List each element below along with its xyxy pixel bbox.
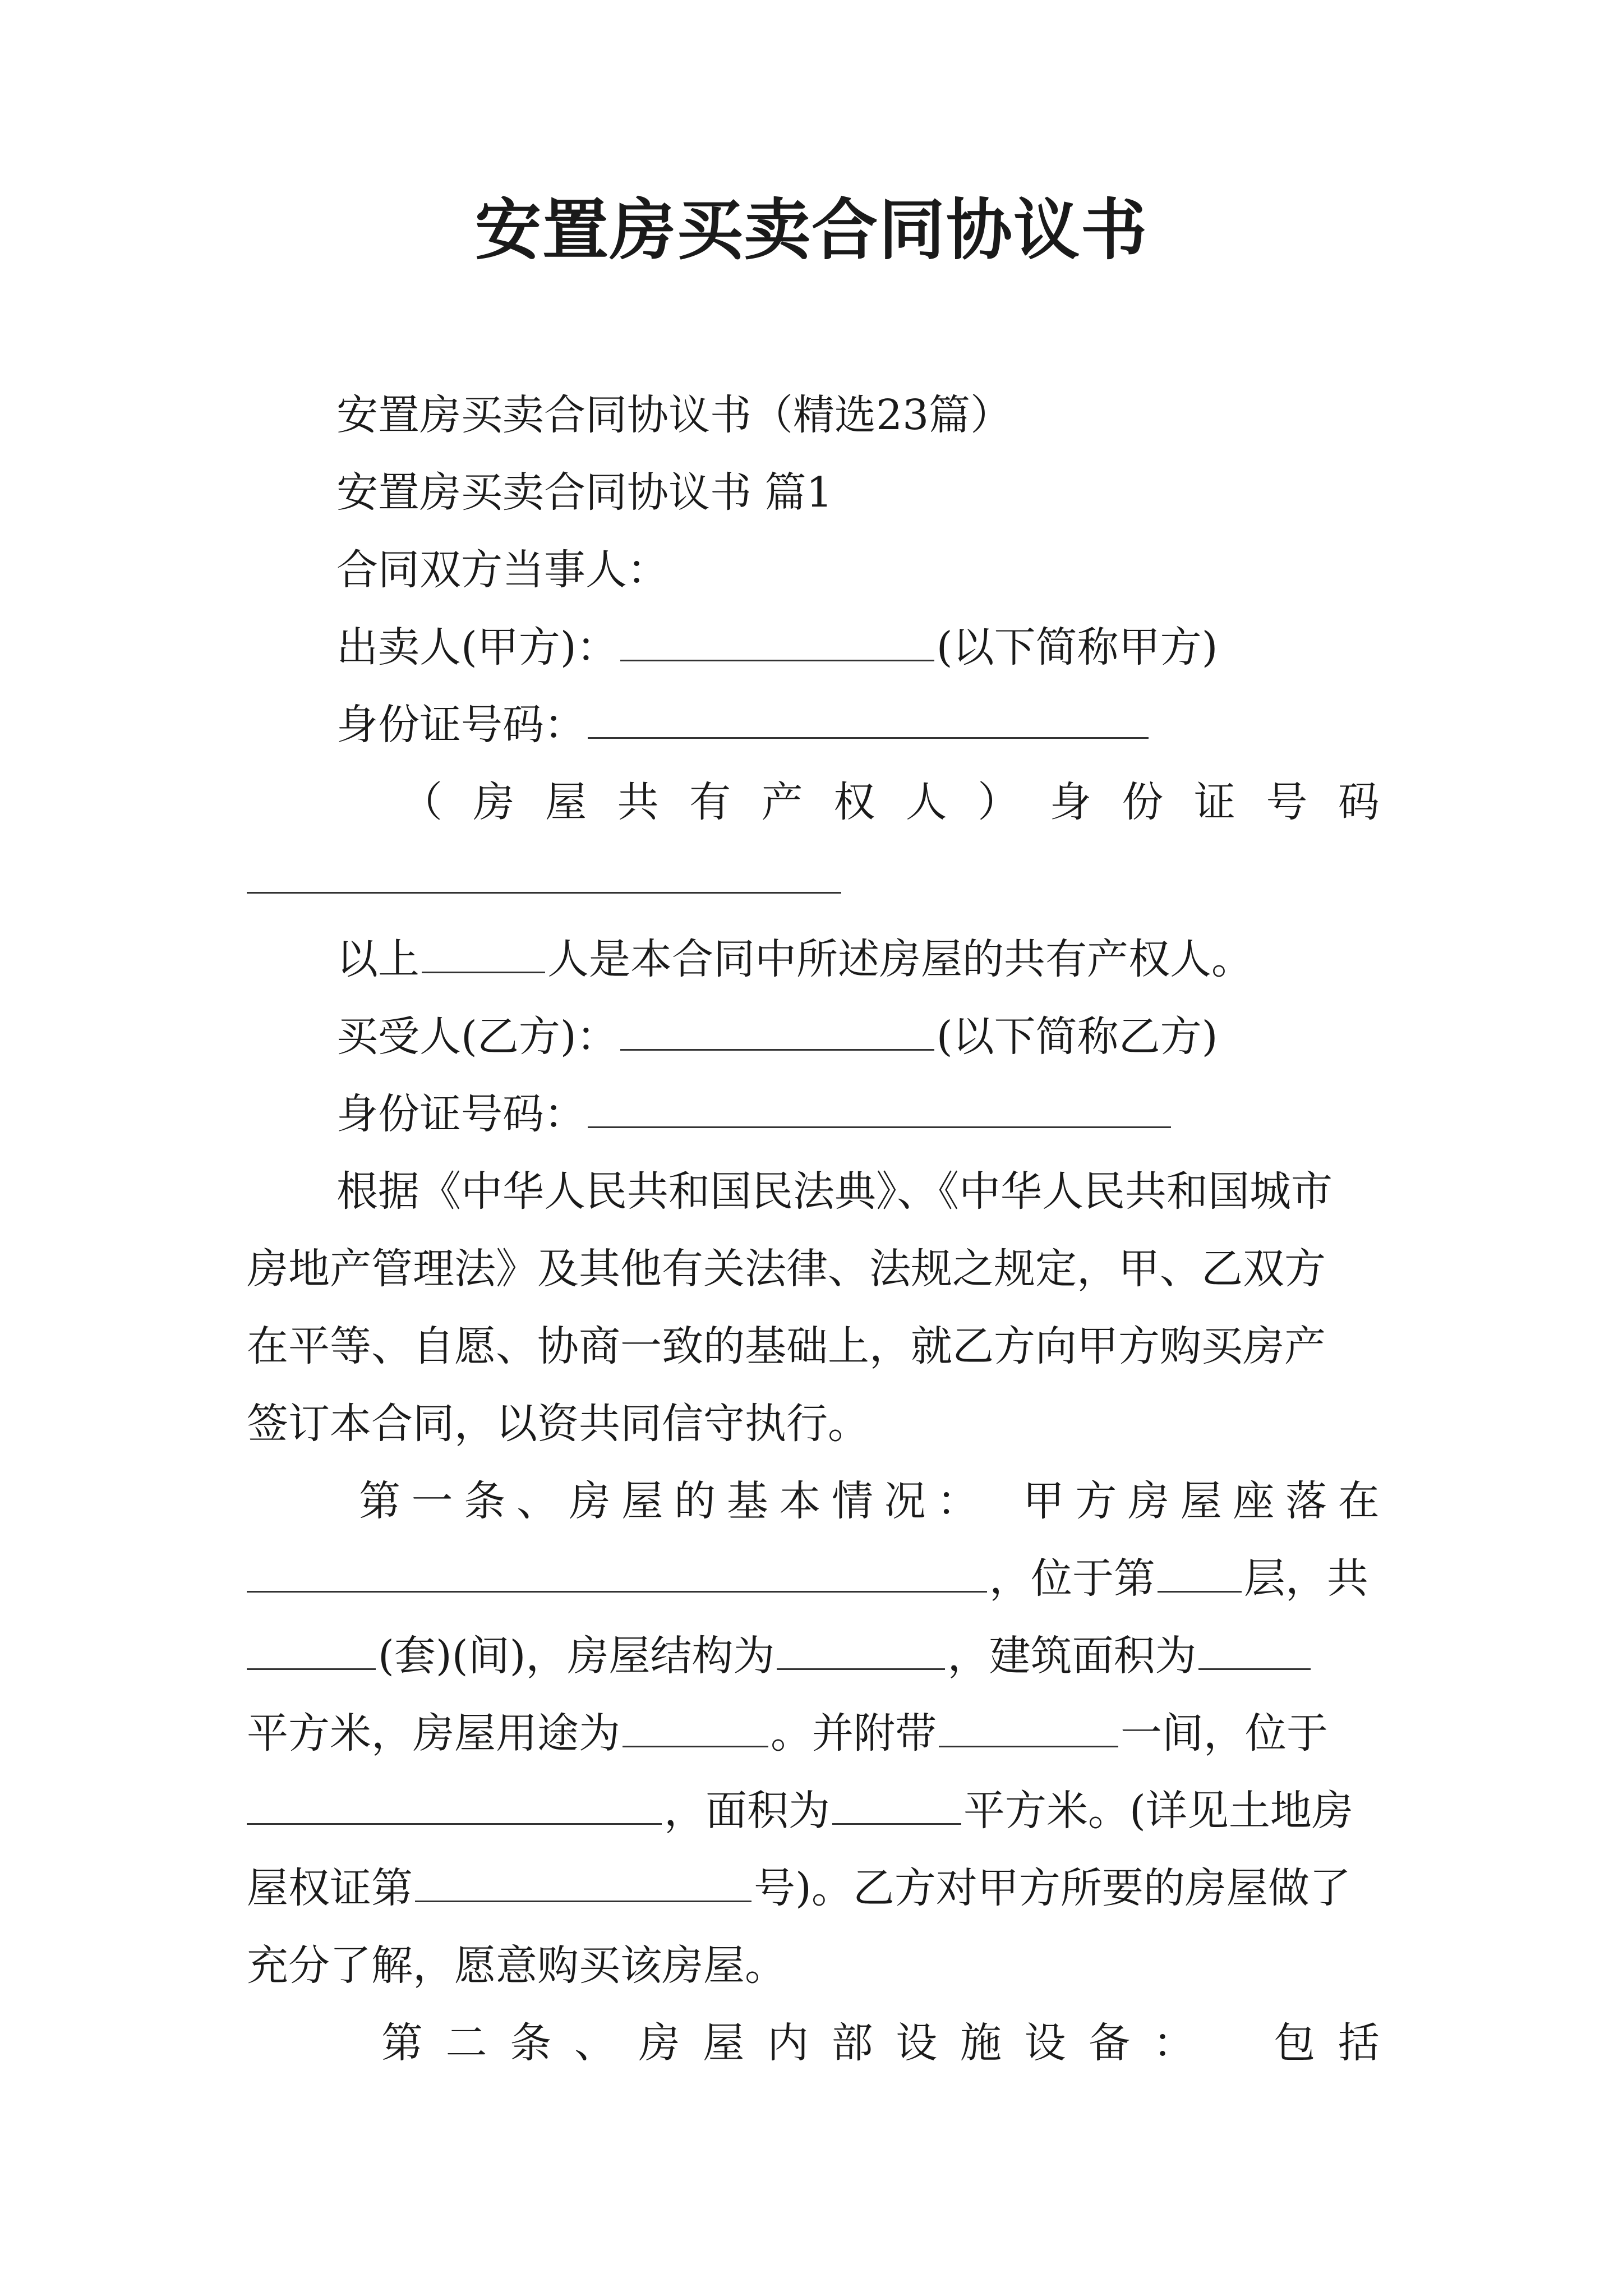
coowner-char: 身 [1049,778,1091,826]
article1-heading [359,1473,1380,1529]
article2-char: ： [1152,2019,1195,2067]
coowner-id-line [401,774,1380,830]
article1-char: 的 [674,1477,716,1525]
article1-char: 第 [359,1477,400,1525]
article2-char: 房 [638,2019,680,2067]
usage-blank[interactable] [623,1709,768,1747]
coowner-char: 码 [1338,778,1380,826]
article1-char: 情 [832,1477,874,1525]
buyer-id-blank[interactable] [588,1089,1171,1128]
seller-id-label: 身份证号码： [336,701,585,749]
article1-line-3 [247,1628,1380,1684]
buyer-id-line [336,1086,1469,1142]
coowner-id-blank[interactable] [247,892,841,894]
units-blank[interactable] [247,1631,376,1670]
article2-char: 条 [510,2019,552,2067]
article1-char: 屋 [621,1477,663,1525]
article1-line-6 [247,1860,1380,1916]
attached-area-label: ，面积为 [664,1787,830,1835]
basis-line-2: 房地产管理法》及其他有关法律、法规之规定，甲、乙双方 [247,1245,1326,1293]
location-blank[interactable] [247,1554,987,1593]
seller-id-blank[interactable] [588,700,1149,739]
floor-blank[interactable] [1158,1554,1242,1593]
basis-line-1: 根据《中华人民共和国民法典》、《中华人民共和国城市 [336,1167,1332,1216]
article2-char: 、 [574,2019,616,2067]
certificate-intro: 平方米。(详见土地房 [963,1787,1353,1835]
buyer-suffix: (以下简称乙方) [936,1013,1218,1061]
article2-char: 设 [896,2019,938,2067]
article1-char: 方 [1075,1477,1117,1525]
coowner-char: ） [978,778,1020,826]
buyer-line [336,1009,1469,1065]
coowner-char: 人 [905,778,947,826]
article1-line-4 [247,1705,1380,1761]
article1-line-5 [247,1783,1380,1839]
article2-char: 二 [445,2019,487,2067]
coowner-count-line [336,931,1469,987]
buyer-prefix: 买受人(乙方)： [336,1013,618,1061]
article1-char: 落 [1285,1477,1327,1525]
article1-char: 本 [779,1477,821,1525]
coowner-char: 权 [833,778,875,826]
article2-char: 备 [1089,2019,1131,2067]
article2-char: 内 [767,2019,809,2067]
parties-label: 合同双方当事人： [336,546,668,594]
article2-char: 第 [381,2019,423,2067]
article2-char: 包 [1274,2019,1316,2067]
coowner-char: 产 [761,778,803,826]
section-heading: 安置房买卖合同协议书 篇1 [336,468,833,517]
attached-location-blank[interactable] [247,1786,662,1825]
article1-char: 条 [464,1477,506,1525]
article1-char: 房 [569,1477,611,1525]
coowner-char: 有 [689,778,731,826]
buyer-id-label: 身份证号码： [336,1090,585,1138]
article1-line-7: 充分了解，愿意购买该房屋。 [247,1941,786,1990]
structure-label: (套)(间)，房屋结构为 [378,1632,775,1680]
article1-char: ： [937,1477,979,1525]
seller-suffix: (以下简称甲方) [936,623,1218,671]
certificate-label: 屋权证第 [247,1864,413,1912]
seller-prefix: 出卖人(甲方)： [336,623,618,671]
article2-char: 括 [1338,2019,1380,2067]
article1-char: 屋 [1180,1477,1222,1525]
article1-char: 甲 [1022,1477,1064,1525]
attached-area-blank[interactable] [832,1786,961,1825]
area-label: ，建筑面积为 [947,1632,1197,1680]
basis-line-3: 在平等、自愿、协商一致的基础上，就乙方向甲方购买房产 [247,1322,1326,1370]
coowner-post: 人是本合同中所述房屋的共有产权人。 [547,935,1253,983]
located-label: 一间，位于 [1121,1709,1328,1757]
usage-label: 平方米，房屋用途为 [247,1709,620,1757]
attached-blank[interactable] [939,1709,1118,1747]
total-label: 层，共 [1244,1554,1368,1603]
coowner-char: 屋 [545,778,587,826]
article2-char: 施 [960,2019,1002,2067]
article1-char: 基 [726,1477,768,1525]
understanding-text: 号)。乙方对甲方所要的房屋做了 [754,1864,1351,1912]
seller-name-blank[interactable] [620,623,934,661]
article2-char: 部 [831,2019,873,2067]
subtitle: 安置房买卖合同协议书（精选23篇） [336,391,1012,439]
coowner-pre: 以上 [336,935,419,983]
article1-char: 在 [1338,1477,1380,1525]
buyer-name-blank[interactable] [620,1012,934,1051]
seller-line [336,619,1469,675]
article2-heading [381,2015,1380,2071]
article2-char: 屋 [703,2019,745,2067]
article1-line-2 [247,1550,1380,1607]
article1-char: 、 [517,1477,559,1525]
article1-char: 一 [411,1477,453,1525]
article1-char: 房 [1128,1477,1170,1525]
area-blank[interactable] [1198,1631,1311,1670]
coowner-char: （ [401,778,442,826]
attached-label: 。并附带 [771,1709,937,1757]
coowner-char: 房 [473,778,515,826]
coowner-char: 号 [1266,778,1308,826]
article1-char: 座 [1233,1477,1275,1525]
certificate-blank[interactable] [415,1864,751,1902]
article1-char: 况 [884,1477,926,1525]
structure-blank[interactable] [777,1631,945,1670]
seller-id-line [336,697,1469,753]
coowner-char: 证 [1193,778,1235,826]
article2-char: 设 [1024,2019,1066,2067]
coowner-count-blank[interactable] [422,935,545,973]
floor-label: ，位于第 [989,1554,1155,1603]
document-title: 安置房买卖合同协议书 [474,191,1148,269]
basis-line-4: 签订本合同，以资共同信守执行。 [247,1400,869,1448]
coowner-char: 份 [1122,778,1164,826]
coowner-char: 共 [617,778,659,826]
